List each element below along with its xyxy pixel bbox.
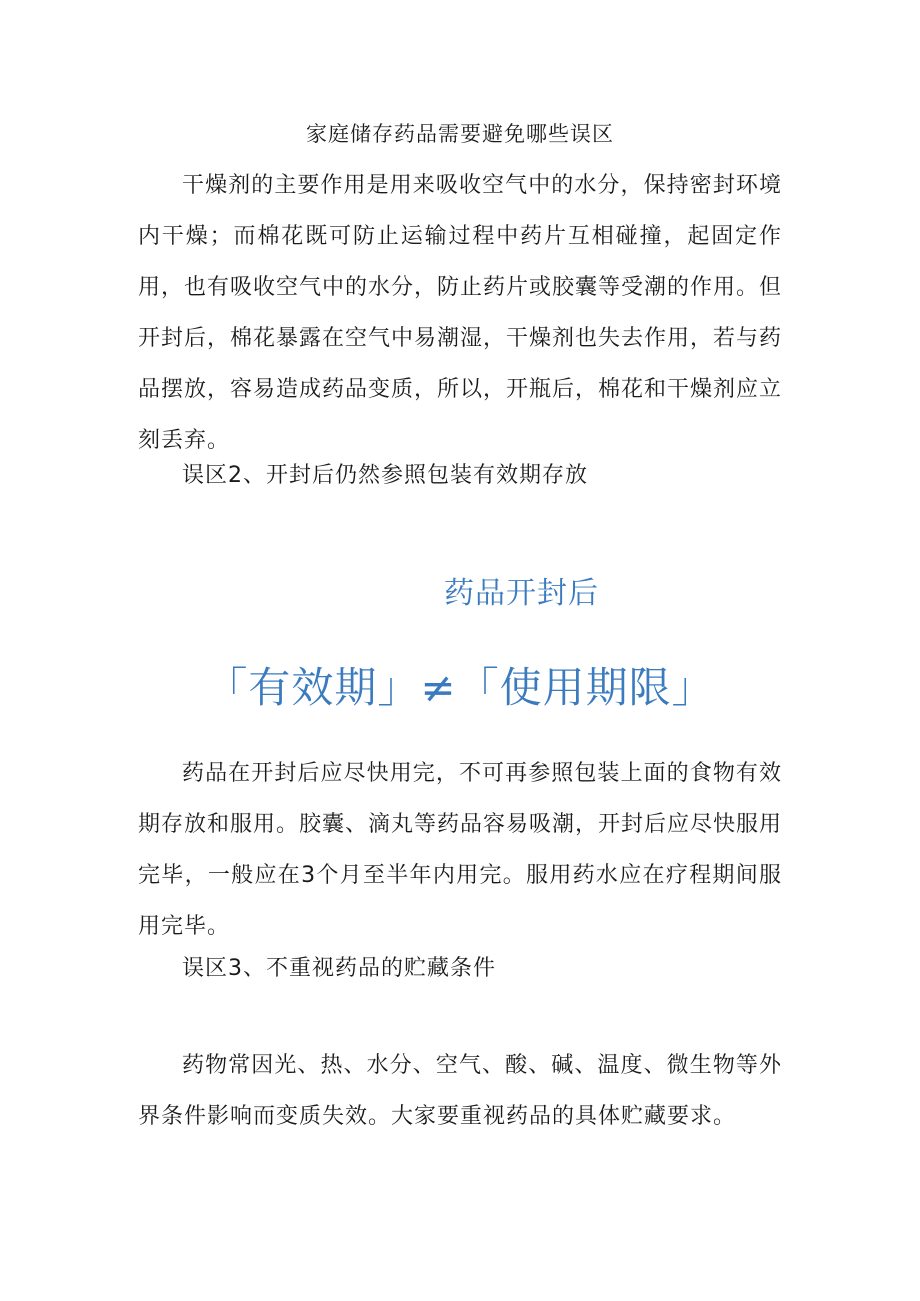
paragraph-desiccant: 干燥剂的主要作用是用来吸收空气中的水分，保持密封环境内干燥；而棉花既可防止运输过程中药片互相碰撞，起固定作用，也有吸收空气中的水分，防止药片或胶囊等受潮的作用。但开封后，棉花暴露在空气中易潮湿，干燥剂也失去作用，若与药品摆放，容易造成药品变质，所以，开瓶后，棉花和干燥剂应立刻丢弃。 [138, 173, 783, 453]
graphic-subtitle: 药品开封后 [444, 576, 599, 611]
paragraph-after-opening: 药品在开封后应尽快用完，不可再参照包装上面的食物有效期存放和服用。胶囊、滴丸等药品容易吸潮，开封后应尽快服用完毕，一般应在3个月至半年内用完。服用药水应在疗程期间服用完毕。 [138, 761, 783, 939]
graphic-main-text: 「有效期」≠「使用期限」 [205, 663, 715, 712]
paragraph-storage-conditions: 药物常因光、热、水分、空气、酸、碱、温度、微生物等外界条件影响而变质失效。大家要重视药品的具体贮藏要求。 [138, 1053, 782, 1129]
section-heading-myth-2: 误区2、开封后仍然参照包装有效期存放 [182, 463, 588, 488]
document-title: 家庭储存药品需要避免哪些误区 [306, 122, 614, 146]
section-heading-myth-3: 误区3、不重视药品的贮藏条件 [182, 956, 496, 981]
